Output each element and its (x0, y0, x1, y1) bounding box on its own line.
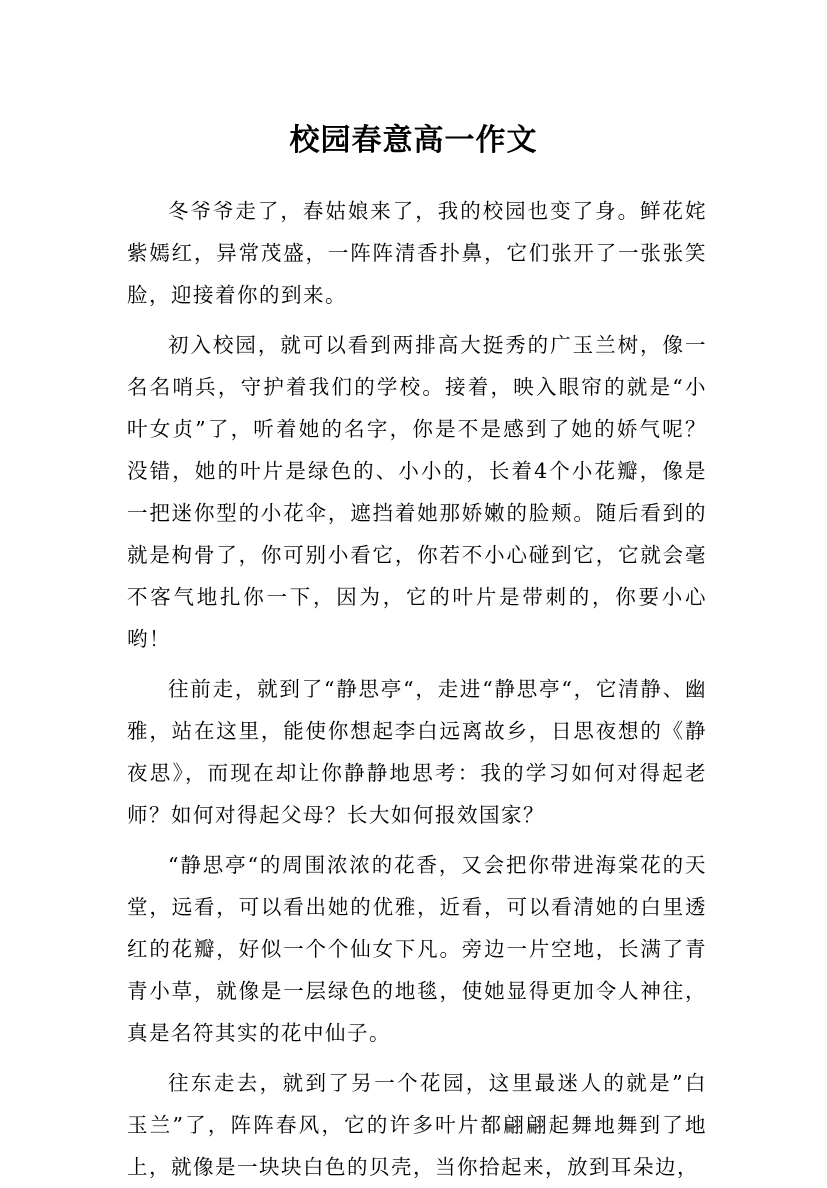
document-title: 校园春意高一作文 (289, 123, 538, 159)
essay-body (127, 190, 707, 1188)
paragraph-2: 初入校园，就可以看到两排高大挺秀的广玉兰树，像一名名哨兵，守护着我们的学校。接着，映入眼帘的就是“小叶女贞”了，听着她的名字，你是不是感到了她的娇气呢？没错，她的叶片是绿色的、小小的，长着4个小花瓣，像是一把迷你型的小花伞，遮挡着她那娇嫩的脸颊。随后看到的就是枸骨了，你可别小看它，你若不小心碰到它，它就会毫不客气地扎你一下，因为，它的叶片是带刺的，你要小心哟！ (127, 333, 707, 651)
paragraph-1: 冬爷爷走了，春姑娘来了，我的校园也变了身。鲜花姹紫嫣红，异常茂盛，一阵阵清香扑鼻，它们张开了一张张笑脸，迎接着你的到来。 (127, 199, 707, 307)
paragraph-4: “静思亭“的周围浓浓的花香，又会把你带进海棠花的天堂，远看，可以看出她的优雅，近看，可以看清她的白里透红的花瓣，好似一个个仙女下凡。旁边一片空地，长满了青青小草，就像是一层绿色的地毯，使她显得更加令人神往，真是名符其实的花中仙子。 (127, 853, 707, 1045)
paragraph-5: 往东走去，就到了另一个花园，这里最迷人的就是”白玉兰”了，阵阵春风，它的许多叶片都翩翩起舞地舞到了地上，就像是一块块白色的贝壳，当你拾起来，放到耳朵边， (127, 1071, 707, 1179)
paragraph-3: 往前走，就到了“静思亭“，走进“静思亭“，它清静、幽雅，站在这里，能使你想起李白远离故乡，日思夜想的《静夜思》，而现在却让你静静地思考：我的学习如何对得起老师？如何对得起父母？长大如何报效国家？ (127, 677, 707, 827)
